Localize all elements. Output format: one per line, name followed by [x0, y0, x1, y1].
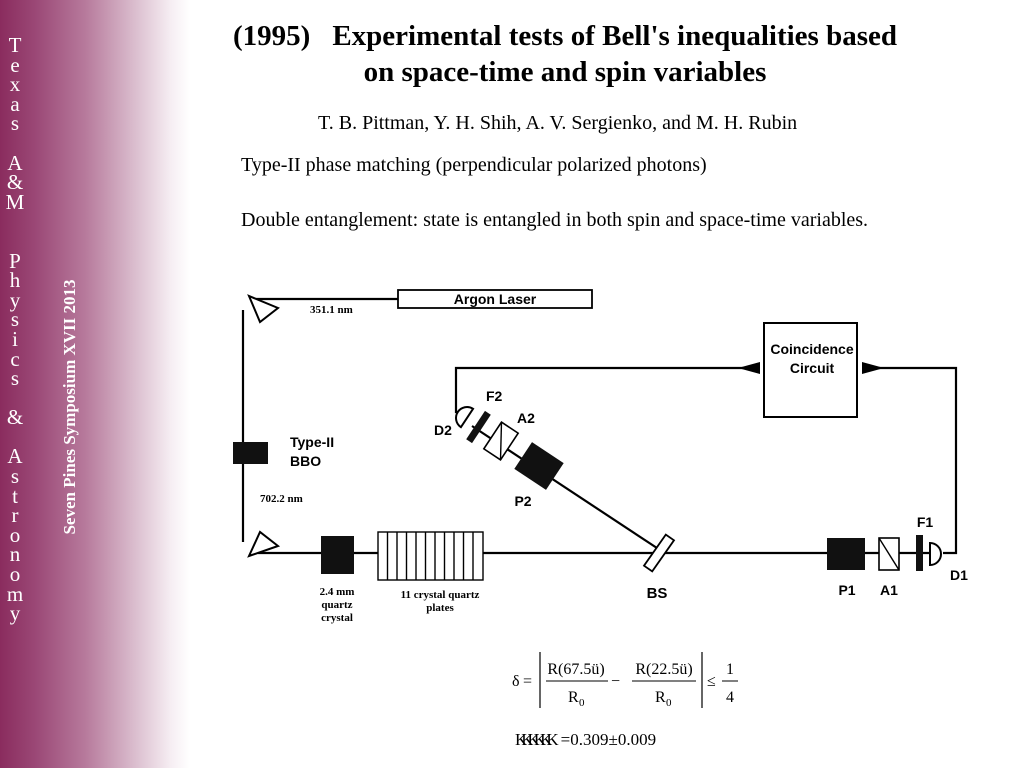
result-value: =0.309±0.009: [560, 730, 657, 749]
entanglement-text: Double entanglement: state is entangled in both spin and space-time variables.: [241, 209, 869, 231]
quartz-label-line3: crystal: [321, 612, 353, 624]
bbo-label-line1: Type-II: [290, 434, 335, 450]
plates-label-line1: 11 crystal quartz: [400, 589, 480, 601]
result-prefix: KKKKKK: [515, 730, 553, 749]
d2-label: D2: [434, 422, 452, 438]
formula-num2: R(22.5ü): [635, 661, 693, 678]
formula-equals: =: [523, 673, 533, 690]
institution-letter: s: [10, 111, 20, 136]
quartz-plates: [378, 532, 483, 580]
quartz-label-line1: 2.4 mm: [319, 586, 355, 598]
institution-letter: &: [6, 170, 24, 195]
institution-letter: e: [10, 52, 20, 77]
coincidence-label-line1: Coincidence: [770, 341, 854, 357]
institution-letter: o: [9, 562, 21, 587]
symposium-text-container: [60, 232, 80, 582]
institution-letter: n: [9, 542, 21, 567]
arrow-head-left: [738, 362, 760, 374]
institution-letter: t: [12, 483, 18, 508]
formula-num1: R(67.5ü): [547, 661, 605, 678]
bell-formula: [510, 648, 750, 712]
quartz-label-line2: quartz: [321, 599, 353, 611]
polarizer-p1: [827, 538, 865, 570]
institution-letter: i: [12, 326, 18, 351]
institution-letter: A: [7, 444, 23, 469]
institution-letter: P: [9, 248, 21, 273]
institution-vertical-text: [0, 33, 30, 626]
institution-letter: &: [6, 405, 24, 430]
title-line2: on space-time and spin variables: [363, 56, 767, 88]
institution-letter: m: [6, 581, 24, 606]
a2-label: A2: [517, 410, 535, 426]
formula-delta: δ: [512, 673, 520, 690]
result-line: [515, 730, 656, 750]
institution-letter: r: [11, 503, 19, 528]
argon-laser-label: Argon Laser: [453, 291, 537, 307]
bbo-label-line2: BBO: [290, 453, 322, 469]
quartz-crystal: [321, 536, 354, 574]
filter-f1: [916, 535, 923, 571]
experimental-setup-diagram: [230, 280, 990, 650]
bs-label: BS: [646, 585, 668, 602]
plates-label-line2: plates: [426, 602, 454, 614]
institution-letter: c: [10, 346, 20, 371]
formula-num3: 1: [726, 661, 734, 678]
sidebar: [0, 0, 190, 768]
detector-d1: [930, 543, 941, 565]
authors: T. B. Pittman, Y. H. Shih, A. V. Sergienko, and M. H. Rubin: [318, 112, 798, 134]
formula-den3: 4: [726, 689, 734, 706]
p2-label: P2: [514, 493, 532, 509]
institution-letter: y: [9, 601, 21, 626]
institution-letter: h: [9, 268, 21, 293]
f1-label: F1: [916, 514, 934, 530]
bbo-crystal: [233, 442, 268, 464]
ir-wavelength-label: 702.2 nm: [260, 493, 303, 505]
institution-letter: s: [10, 464, 20, 489]
institution-letter: s: [10, 307, 20, 332]
formula-den1: R: [568, 689, 579, 706]
arrow-head-right: [862, 362, 884, 374]
institution-letter: x: [9, 72, 21, 97]
formula-den2: R: [655, 689, 666, 706]
institution-letter: M: [5, 189, 25, 214]
phase-matching-text: Type-II phase matching (perpendicular polarized photons): [241, 154, 707, 176]
filter-f2: [466, 411, 491, 443]
formula-den2-sub: 0: [666, 697, 672, 709]
institution-letter: [0, 212, 30, 232]
institution-letter: A: [7, 150, 23, 175]
uv-wavelength-label: 351.1 nm: [310, 304, 353, 316]
coincidence-label-line2: Circuit: [789, 360, 835, 376]
institution-letter: T: [8, 33, 22, 57]
f2-label: F2: [486, 388, 503, 404]
title-line1: Experimental tests of Bell's inequalities based: [332, 20, 898, 52]
institution-letter: y: [9, 287, 21, 312]
a1-label: A1: [880, 582, 898, 598]
title-year: (1995): [232, 20, 311, 52]
slide-title: [160, 18, 970, 90]
p1-label: P1: [838, 582, 856, 598]
d1-label: D1: [950, 567, 968, 583]
formula-le: ≤: [707, 673, 716, 690]
institution-letter: s: [10, 366, 20, 391]
d1-signal-line: [862, 368, 956, 553]
formula-minus: −: [611, 673, 621, 690]
institution-letter: o: [9, 522, 21, 547]
formula-den1-sub: 0: [579, 697, 585, 709]
symposium-text: Seven Pines Symposium XVII 2013: [60, 279, 79, 535]
institution-letter: a: [10, 91, 20, 116]
